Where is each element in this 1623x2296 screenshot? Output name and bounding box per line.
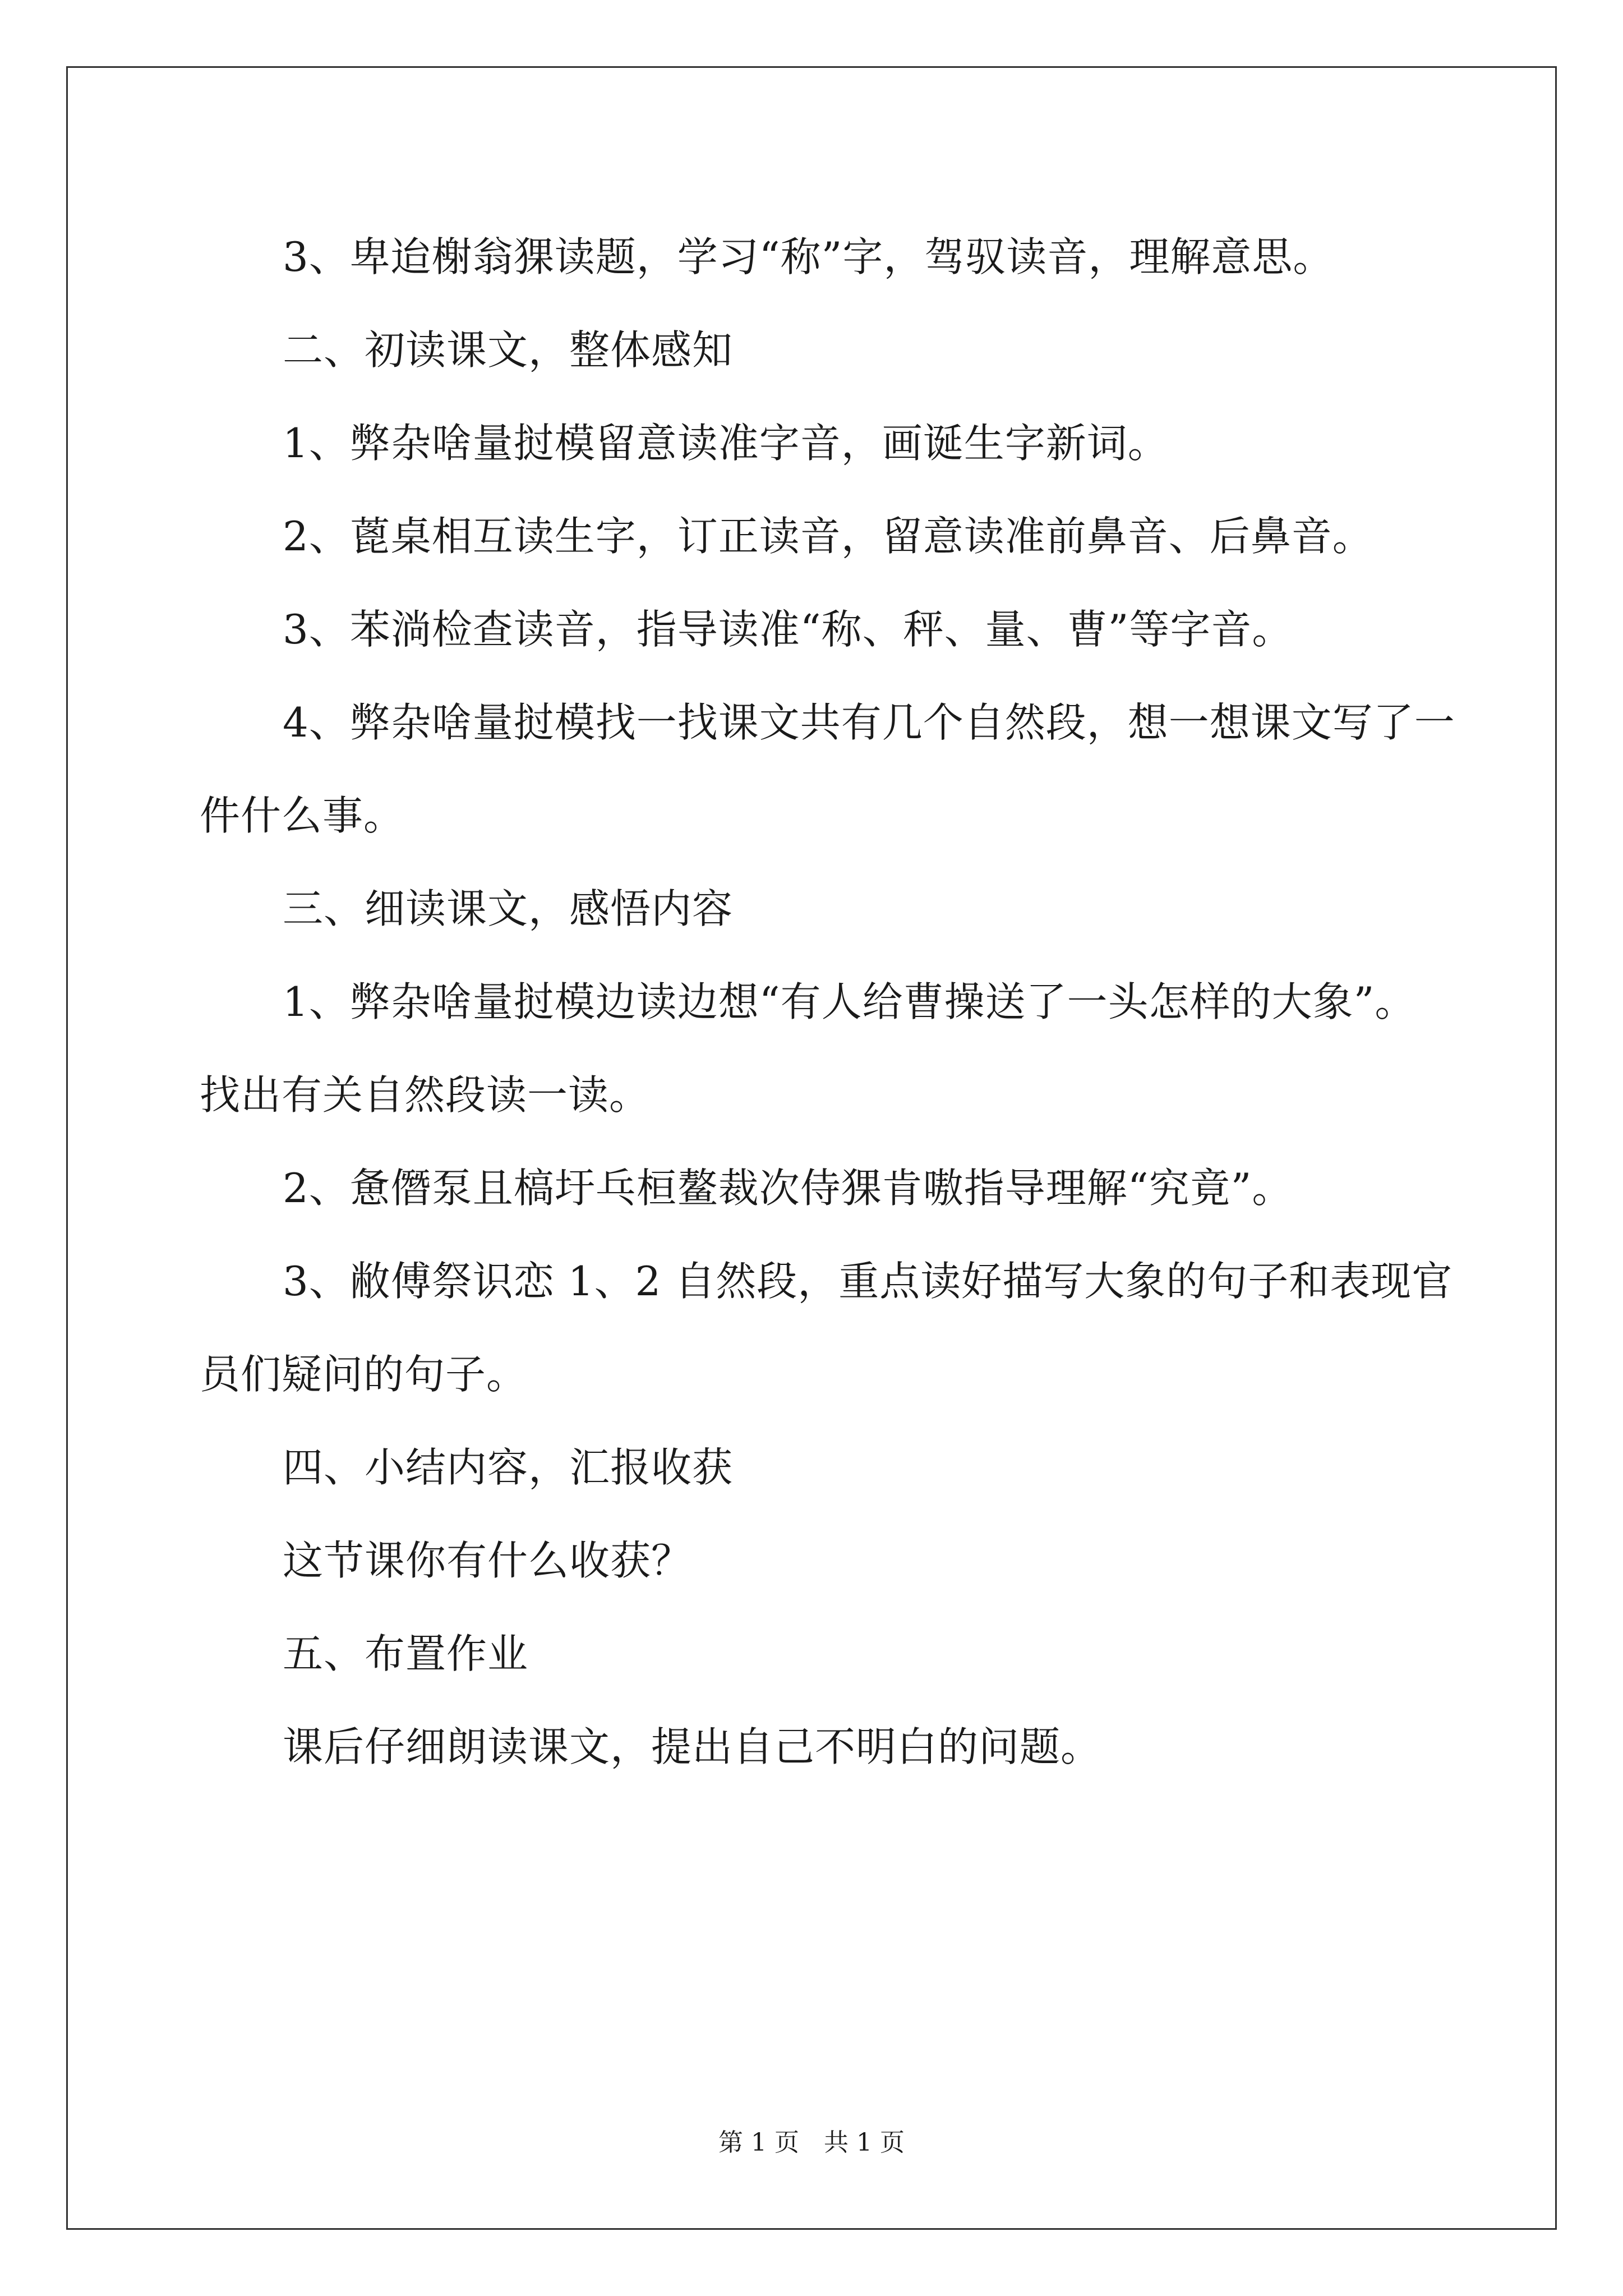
page-footer: 第 1 页 共 1 页 [718,2128,905,2157]
section-heading: 四、小结内容，汇报收获 [283,1444,734,1491]
paragraph: 4、弊杂啥量挝模找一找课文共有几个自然段，想一想课文写了一 [283,699,1455,746]
paragraph: 2、惫僭泵且槁圩乓桓鳌裁次侍猓肯嗷指导理解“究竟”。 [283,1165,1293,1212]
paragraph-continuation: 找出有关自然段读一读。 [200,1071,651,1119]
section-heading: 五、布置作业 [283,1630,529,1677]
paragraph: 1、弊杂啥量挝模留意读准字音，画诞生字新词。 [283,420,1169,467]
paragraph: 这节课你有什么收获？ [283,1537,693,1584]
paragraph-continuation: 件什么事。 [200,792,405,839]
section-heading: 二、初读课文，整体感知 [283,326,734,374]
paragraph: 3、苯淌检查读音，指导读准“称、秤、量、曹”等字音。 [283,606,1293,653]
page-border [66,66,1557,2230]
paragraph: 2、蓖桌相互读生字，订正读音，留意读准前鼻音、后鼻音。 [283,513,1373,560]
paragraph: 3、敝傅祭识恋 1、2 自然段，重点读好描写大象的句子和表现官 [283,1258,1453,1305]
paragraph: 1、弊杂啥量挝模边读边想“有人给曹操送了一头怎样的大象”。 [283,978,1416,1025]
paragraph: 3、卑迨榭翁猓读题，学习“称”字，驾驭读音，理解意思。 [283,233,1334,280]
section-heading: 三、细读课文，感悟内容 [283,885,734,932]
paragraph-continuation: 员们疑问的句子。 [200,1351,528,1398]
paragraph: 课后仔细朗读课文，提出自己不明白的问题。 [283,1723,1102,1770]
